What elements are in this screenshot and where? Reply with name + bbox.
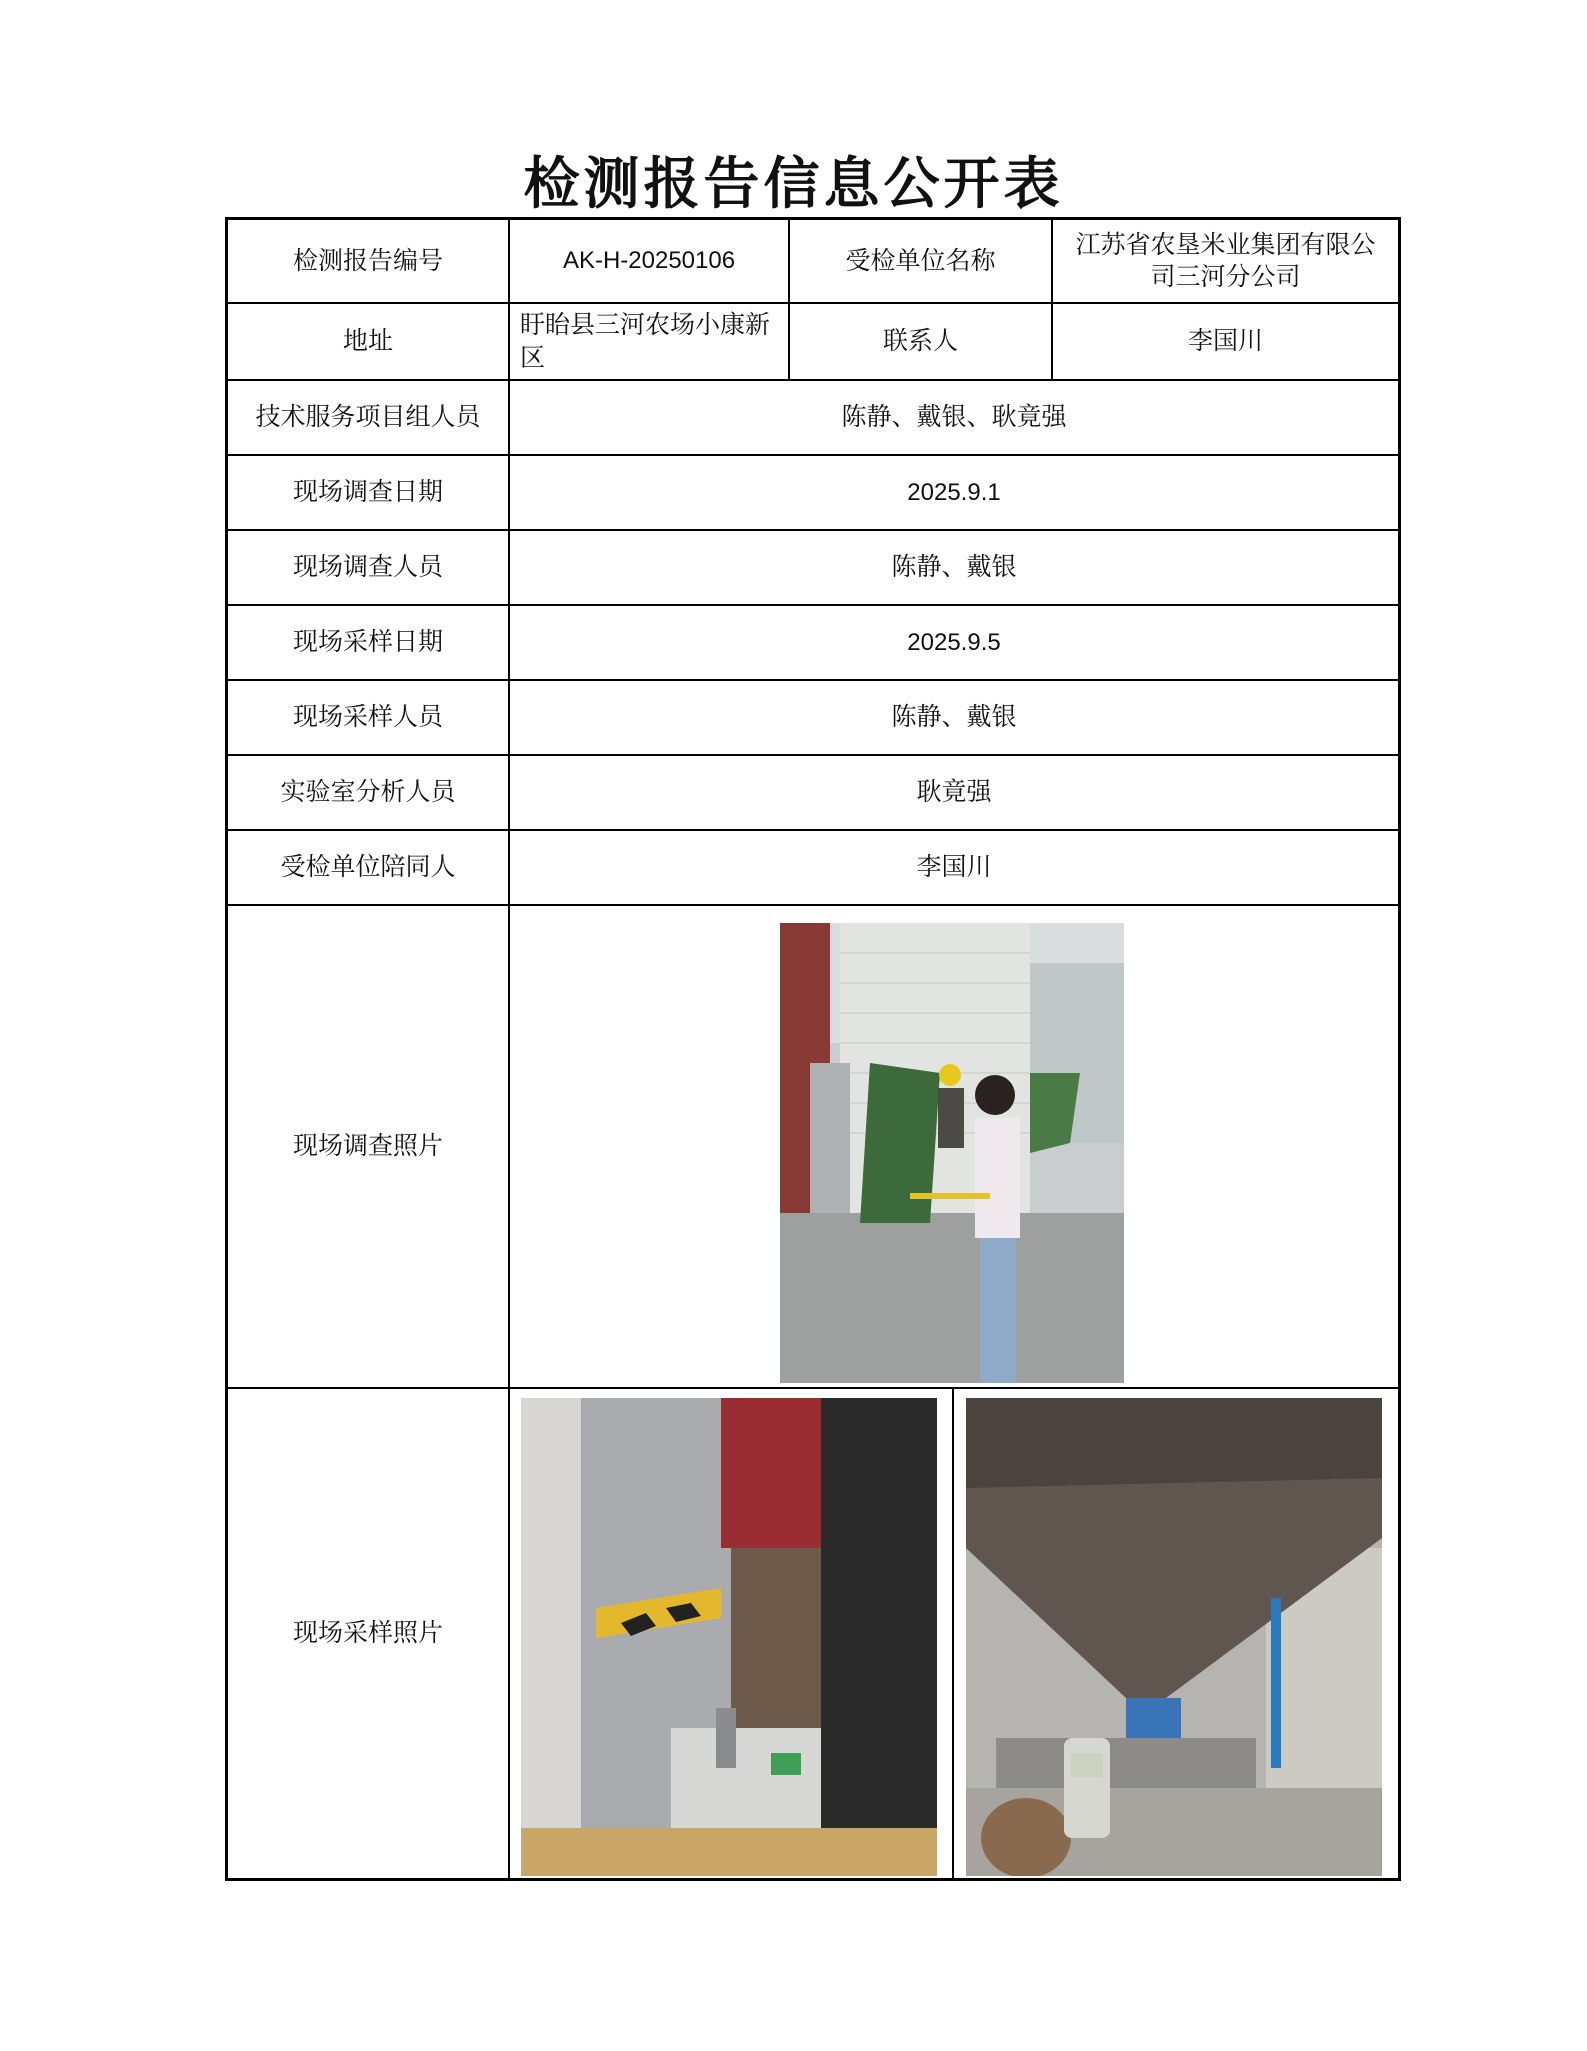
team-value: 陈静、戴银、耿竟强 — [841, 402, 1067, 432]
address-value: 盱眙县三河农场小康新区 — [520, 310, 771, 372]
survey-date-value: 2025.9.1 — [907, 478, 1001, 506]
report-no-value: AK-H-20250106 — [562, 247, 736, 275]
escort-value: 李国川 — [916, 852, 992, 882]
survey-staff-label: 现场调查人员 — [292, 552, 443, 582]
unit-name-label: 受检单位名称 — [845, 245, 996, 275]
sampling-photo-2 — [966, 1398, 1382, 1876]
lab-staff-value: 耿竟强 — [916, 777, 992, 807]
info-table — [225, 217, 1401, 1881]
team-label: 技术服务项目组人员 — [255, 402, 481, 432]
page-title: 检测报告信息公开表 — [523, 151, 1064, 217]
survey-photo — [780, 923, 1124, 1383]
sampling-staff-label: 现场采样人员 — [292, 702, 443, 732]
address-label: 地址 — [342, 326, 393, 356]
survey-photo-label: 现场调查照片 — [292, 1131, 443, 1161]
sampling-date-value: 2025.9.5 — [907, 628, 1001, 656]
sampling-date-label: 现场采样日期 — [292, 627, 443, 657]
sampling-photo-1 — [521, 1398, 937, 1876]
contact-value: 李国川 — [1187, 326, 1263, 356]
sampling-staff-value: 陈静、戴银 — [891, 702, 1017, 732]
report-no-label: 检测报告编号 — [292, 245, 443, 275]
survey-date-label: 现场调查日期 — [292, 477, 443, 507]
unit-name-value: 江苏省农垦米业集团有限公司三河分公司 — [1075, 229, 1376, 291]
sampling-photo-label: 现场采样照片 — [292, 1618, 443, 1648]
escort-label: 受检单位陪同人 — [280, 852, 456, 882]
contact-label: 联系人 — [882, 326, 958, 356]
lab-staff-label: 实验室分析人员 — [280, 777, 456, 807]
survey-staff-value: 陈静、戴银 — [891, 552, 1017, 582]
